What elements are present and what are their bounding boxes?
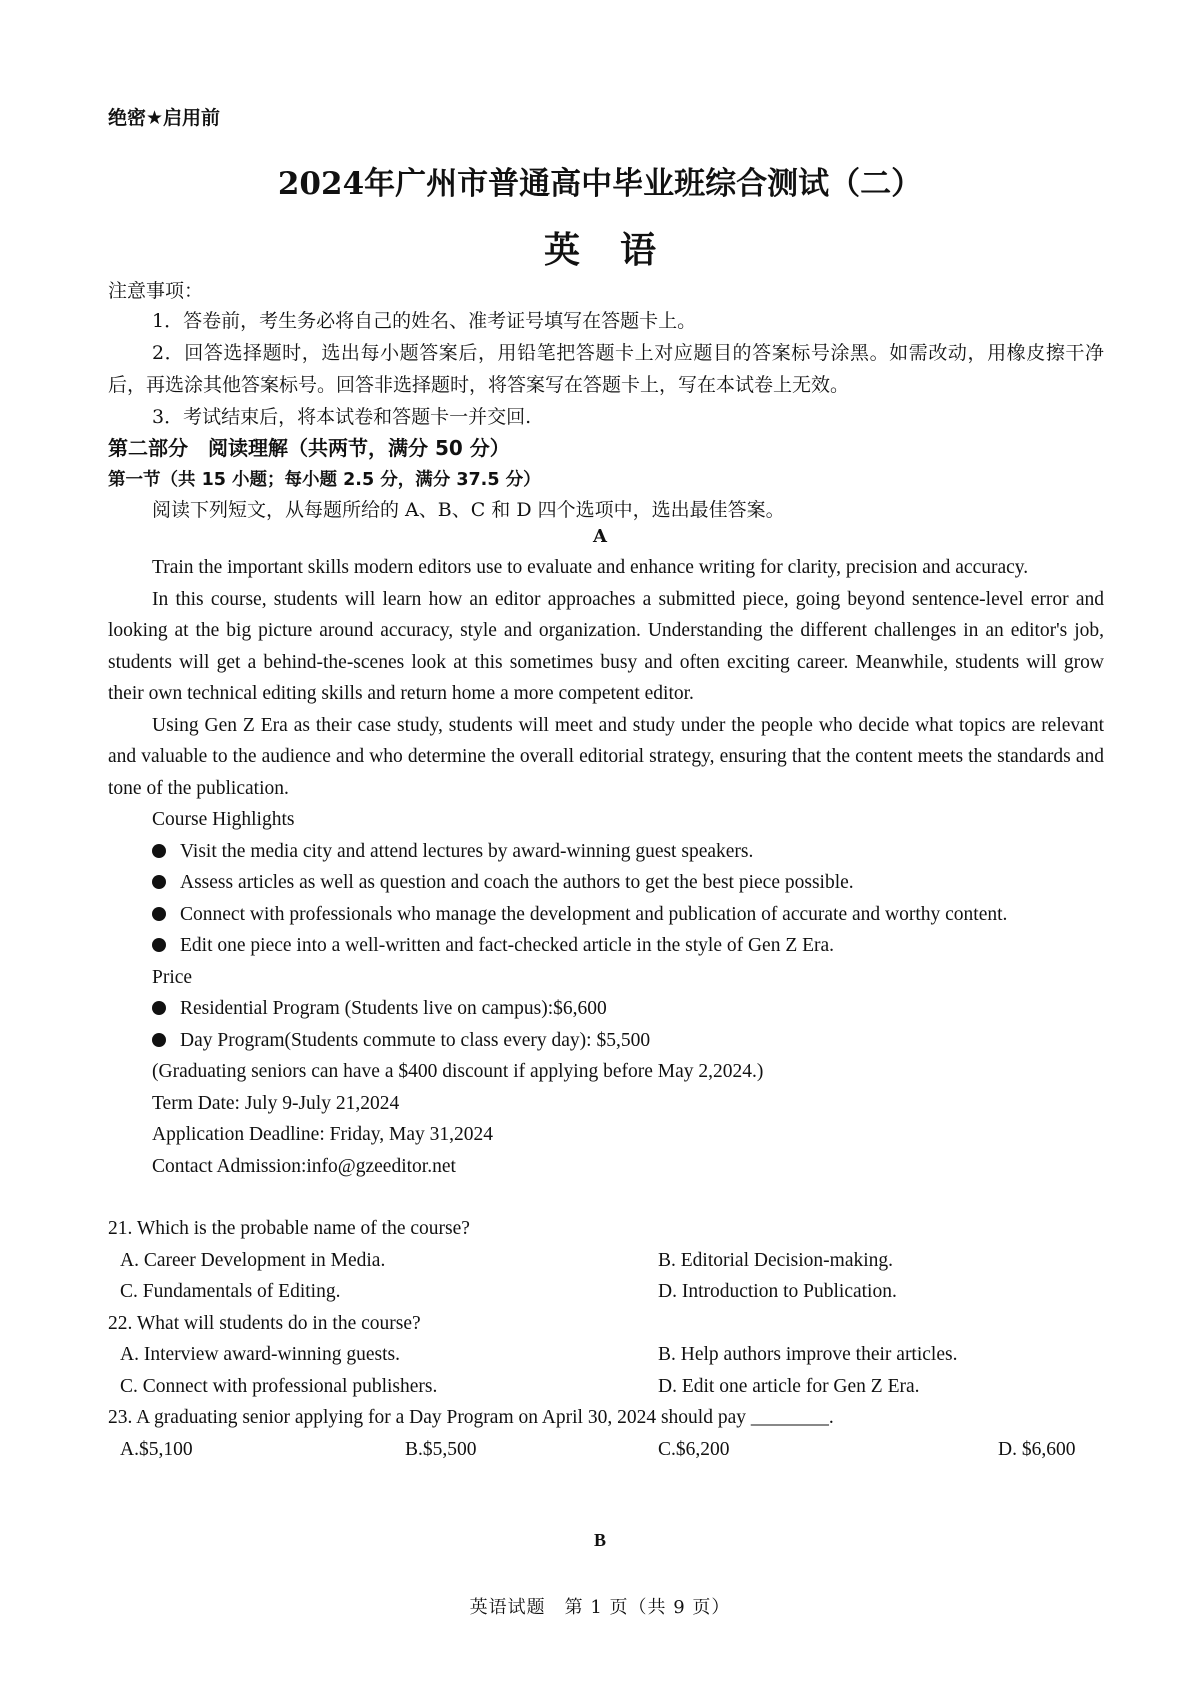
- bullet-icon: [152, 938, 166, 952]
- bullet-icon: [152, 844, 166, 858]
- options-row: [108, 1245, 1104, 1277]
- question-stem: 23. A graduating senior applying for a Day Program on April 30, 2024 should pay ________.: [108, 1407, 834, 1428]
- question-stem: 21. Which is the probable name of the course?: [108, 1218, 470, 1239]
- note-item: 1．答卷前，考生务必将自己的姓名、准考证号填写在答题卡上。: [152, 310, 697, 332]
- bullet-icon: [152, 907, 166, 921]
- question-list: [108, 1213, 1104, 1465]
- option-c: C. Fundamentals of Editing.: [120, 1281, 341, 1302]
- price-title: Price: [152, 966, 193, 988]
- option-a: A. Interview award-winning guests.: [120, 1344, 400, 1365]
- options-row: [108, 1434, 1104, 1466]
- highlight-item: Visit the media city and attend lectures by award-winning guest speakers.: [108, 836, 1104, 868]
- passage-paragraph: Using Gen Z Era as their case study, students will meet and study under the people who decide what topics are relevant and valuable to the audience and who determine the overall editorial strategy, ensuring that the content meets the standards and tone of the publication.: [108, 714, 1104, 799]
- option-c: C.$6,200: [658, 1438, 730, 1460]
- notes-heading: 注意事项：: [108, 280, 204, 302]
- option-d: D. $6,600: [998, 1438, 1076, 1460]
- option-a: A.$5,100: [120, 1438, 193, 1460]
- exam-title: 2024年广州市普通高中毕业班综合测试（二）: [277, 166, 923, 202]
- section-heading: 第一节（共 15 小题；每小题 2.5 分，满分 37.5 分）: [108, 470, 541, 490]
- option-d: D. Introduction to Publication.: [658, 1281, 897, 1302]
- term-date: Term Date: July 9-July 21,2024: [152, 1092, 400, 1114]
- highlight-item: Connect with professionals who manage the development and publication of accurate and worthy content.: [108, 899, 1104, 931]
- highlight-item: Edit one piece into a well-written and fact-checked article in the style of Gen Z Era.: [108, 930, 1104, 962]
- question-stem: 22. What will students do in the course?: [108, 1312, 421, 1334]
- passage-paragraph: Train the important skills modern editors use to evaluate and enhance writing for clarity, precision and accuracy.: [152, 557, 1029, 578]
- options-row: [108, 1276, 1104, 1308]
- option-b: B. Help authors improve their articles.: [658, 1344, 958, 1365]
- note-item: 3．考试结束后，将本试卷和答题卡一并交回.: [152, 406, 532, 428]
- contact-info: Contact Admission:info@gzeeditor.net: [152, 1155, 456, 1177]
- passage-paragraph: In this course, students will learn how an editor approaches a submitted piece, going beyond sentence-level error and looking at the big picture around accuracy, style and organization. Understanding the different challenges in an editor's job, students will get a behind-the-scenes look at this sometimes busy and often exciting career. Meanwhile, students will grow their own technical editing skills and return home a more competent editor.: [108, 588, 1104, 704]
- note-item: 2．回答选择题时，选出每小题答案后，用铅笔把答题卡上对应题目的答案标号涂黑。如需改动，用橡皮擦干净后，再选涂其他答案标号。回答非选择题时，将答案写在答题卡上，写在本试卷上无效。: [108, 342, 1104, 396]
- highlight-item: Assess articles as well as question and coach the authors to get the best piece possible.: [108, 867, 1104, 899]
- confidential-label: 绝密★启用前: [108, 107, 221, 129]
- application-deadline: Application Deadline: Friday, May 31,2024: [152, 1124, 494, 1145]
- bullet-icon: [152, 1001, 166, 1015]
- option-d: D. Edit one article for Gen Z Era.: [658, 1375, 920, 1397]
- page-footer: 英语试题 第 1 页（共 9 页）: [469, 1597, 731, 1618]
- notes-list: [108, 305, 1104, 433]
- options-row: [108, 1339, 1104, 1371]
- passage-a: [108, 552, 1104, 1182]
- highlights-title: Course Highlights: [152, 809, 295, 830]
- bullet-icon: [152, 1033, 166, 1047]
- bullet-icon: [152, 875, 166, 889]
- option-c: C. Connect with professional publishers.: [120, 1375, 438, 1397]
- section-instruction: 阅读下列短文，从每题所给的 A、B、C 和 D 四个选项中，选出最佳答案。: [152, 499, 785, 521]
- option-b: B.$5,500: [405, 1438, 477, 1460]
- option-a: A. Career Development in Media.: [120, 1249, 386, 1271]
- passage-letter-a: A: [593, 526, 607, 547]
- option-b: B. Editorial Decision-making.: [658, 1249, 894, 1271]
- discount-note: (Graduating seniors can have a $400 discount if applying before May 2,2024.): [152, 1061, 764, 1082]
- subject-title: 英语: [543, 229, 696, 271]
- passage-letter-b: B: [593, 1530, 606, 1550]
- part-heading: 第二部分 阅读理解（共两节，满分 50 分）: [108, 436, 510, 460]
- price-item: Residential Program (Students live on campus):$6,600: [108, 993, 1104, 1025]
- options-row: [108, 1371, 1104, 1403]
- price-item: Day Program(Students commute to class every day): $5,500: [108, 1025, 1104, 1057]
